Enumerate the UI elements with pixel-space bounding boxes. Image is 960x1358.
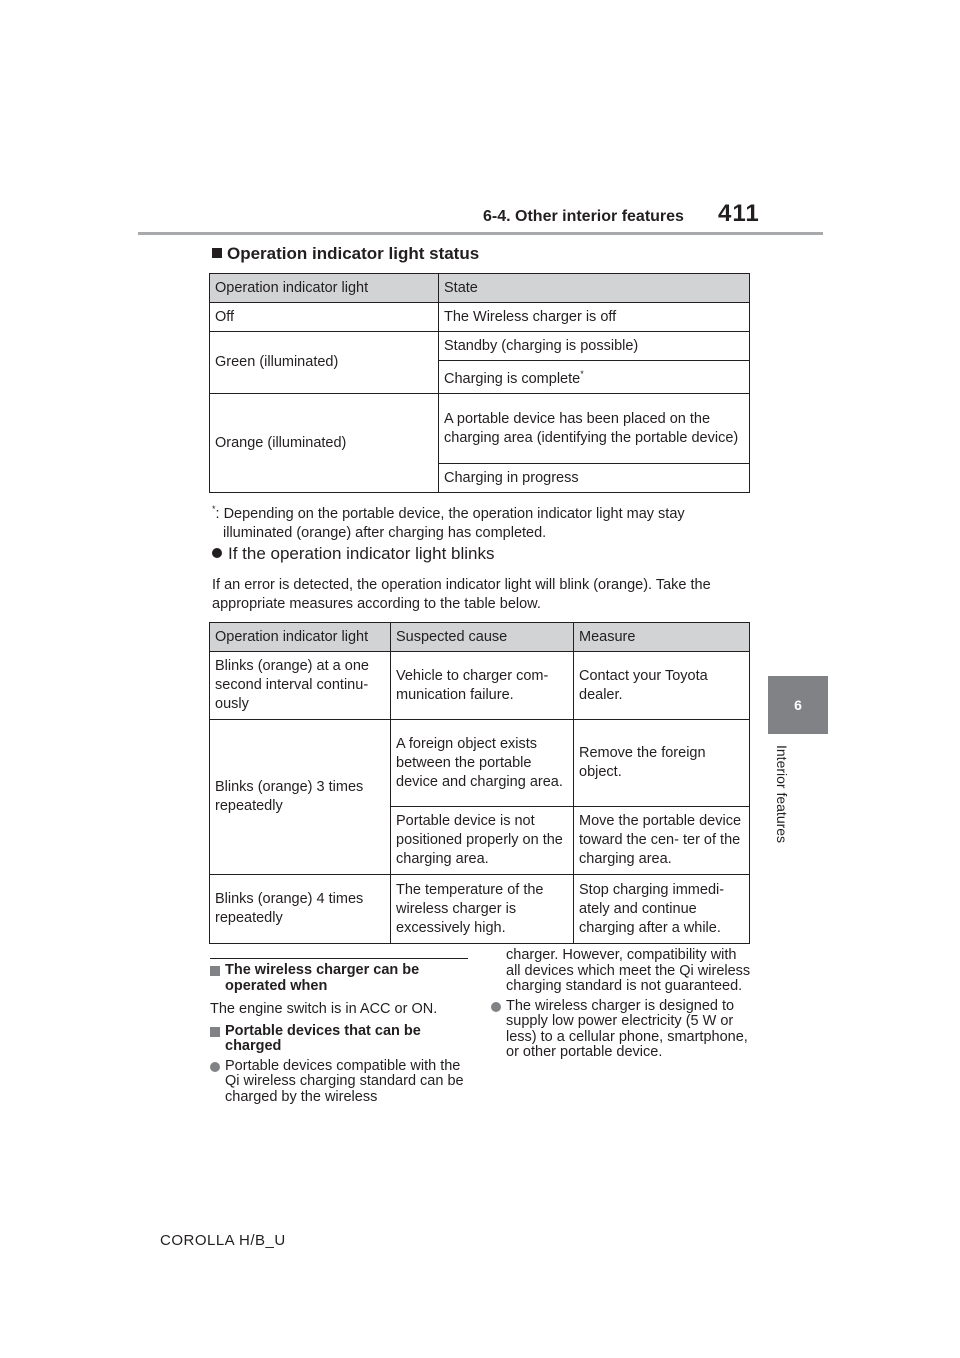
footer-model: COROLLA H/B_U <box>160 1232 286 1249</box>
blink-section-title-text: If the operation indicator light blinks <box>228 544 495 563</box>
footnote-marker: * <box>580 369 584 380</box>
table-row <box>210 332 750 361</box>
chapter-side-label <box>762 745 802 885</box>
notes-right-column <box>491 948 753 1065</box>
blink-section-title <box>212 544 495 564</box>
table-row <box>210 394 750 464</box>
table-cell: Stop charging immedi- ately and continue charging after a while. <box>574 875 750 944</box>
table-cell: Charging in progress <box>439 464 750 493</box>
chapter-title: Interior features <box>774 745 790 844</box>
table-cell: Remove the foreign object. <box>574 720 750 807</box>
column-header: Measure <box>574 623 750 652</box>
table-cell: Off <box>210 303 439 332</box>
note-bullet-continued: charger. However, compatibility with all devices which meet the Qi wireless charging standard is not guaranteed. <box>506 947 751 994</box>
chapter-tab <box>768 676 828 734</box>
table-cell: The temperature of the wireless charger is excessively high. <box>391 875 574 944</box>
note-paragraph: The engine switch is in ACC or ON. <box>210 1001 438 1017</box>
bullet-dot-icon <box>212 548 222 558</box>
note-heading-text: The wireless charger can be operated when <box>225 962 420 994</box>
table-cell <box>439 361 750 394</box>
table-row <box>210 720 750 807</box>
table-cell: Portable device is not positioned properly on the charging area. <box>391 807 574 875</box>
table-cell: A foreign object exists between the portable device and charging area. <box>391 720 574 807</box>
square-bullet-icon <box>210 1027 220 1037</box>
section-title-text: Operation indicator light status <box>227 244 480 263</box>
bullet-dot-icon <box>491 1002 501 1012</box>
note-bullet <box>210 1059 472 1106</box>
footnote-marker: * <box>212 504 216 514</box>
table-cell: Move the portable device toward the cen- ter of the charging area. <box>574 807 750 875</box>
header-section-title: 6-4. Other interior features <box>483 208 684 225</box>
footnote-text: : Depending on the portable device, the operation indicator light may stay <box>215 505 685 522</box>
square-bullet-icon <box>212 248 222 258</box>
table-cell-text: Charging is complete <box>444 370 581 387</box>
note-bullet <box>491 999 753 1061</box>
notes-left-column <box>210 963 472 1109</box>
table-cell: Green (illuminated) <box>210 332 439 394</box>
status-table <box>209 273 750 493</box>
table-cell: The Wireless charger is off <box>439 303 750 332</box>
table-cell: Blinks (orange) 4 times repeatedly <box>210 875 391 944</box>
table-cell: Blinks (orange) at a one second interval continu- ously <box>210 652 391 720</box>
table-cell: Contact your Toyota dealer. <box>574 652 750 720</box>
note-heading <box>210 963 472 994</box>
section-title <box>212 244 479 264</box>
table-header-row <box>210 623 750 652</box>
page-number: 411 <box>718 200 760 227</box>
table-row <box>210 652 750 720</box>
table-cell: Vehicle to charger com- munication failure. <box>391 652 574 720</box>
footnote <box>212 500 752 543</box>
column-header: Operation indicator light <box>210 623 391 652</box>
table-cell: Standby (charging is possible) <box>439 332 750 361</box>
blink-table <box>209 622 750 944</box>
notes-divider <box>210 958 468 959</box>
square-bullet-icon <box>210 966 220 976</box>
header-rule <box>138 232 823 235</box>
column-header: Suspected cause <box>391 623 574 652</box>
column-header: State <box>439 274 750 303</box>
chapter-number: 6 <box>794 697 802 713</box>
table-row <box>210 303 750 332</box>
table-header-row <box>210 274 750 303</box>
table-cell: Blinks (orange) 3 times repeatedly <box>210 720 391 875</box>
column-header: Operation indicator light <box>210 274 439 303</box>
bullet-dot-icon <box>210 1062 220 1072</box>
table-cell: Orange (illuminated) <box>210 394 439 493</box>
blink-intro: If an error is detected, the operation indicator light will blink (orange). Take the appropriate measures according to the table below. <box>212 577 711 612</box>
note-bullet-text: Portable devices compatible with the Qi wireless charging standard can be charged by the wireless <box>225 1057 464 1105</box>
table-cell: A portable device has been placed on the charging area (identifying the portable device) <box>439 394 750 464</box>
note-bullet-text: The wireless charger is designed to supply low power electricity (5 W or less) to a cellular phone, smartphone, or other portable device. <box>506 997 748 1060</box>
note-heading-text: Portable devices that can be charged <box>225 1022 421 1054</box>
footnote-text-continued: illuminated (orange) after charging has completed. <box>223 524 547 541</box>
note-heading <box>210 1024 472 1055</box>
table-row <box>210 875 750 944</box>
